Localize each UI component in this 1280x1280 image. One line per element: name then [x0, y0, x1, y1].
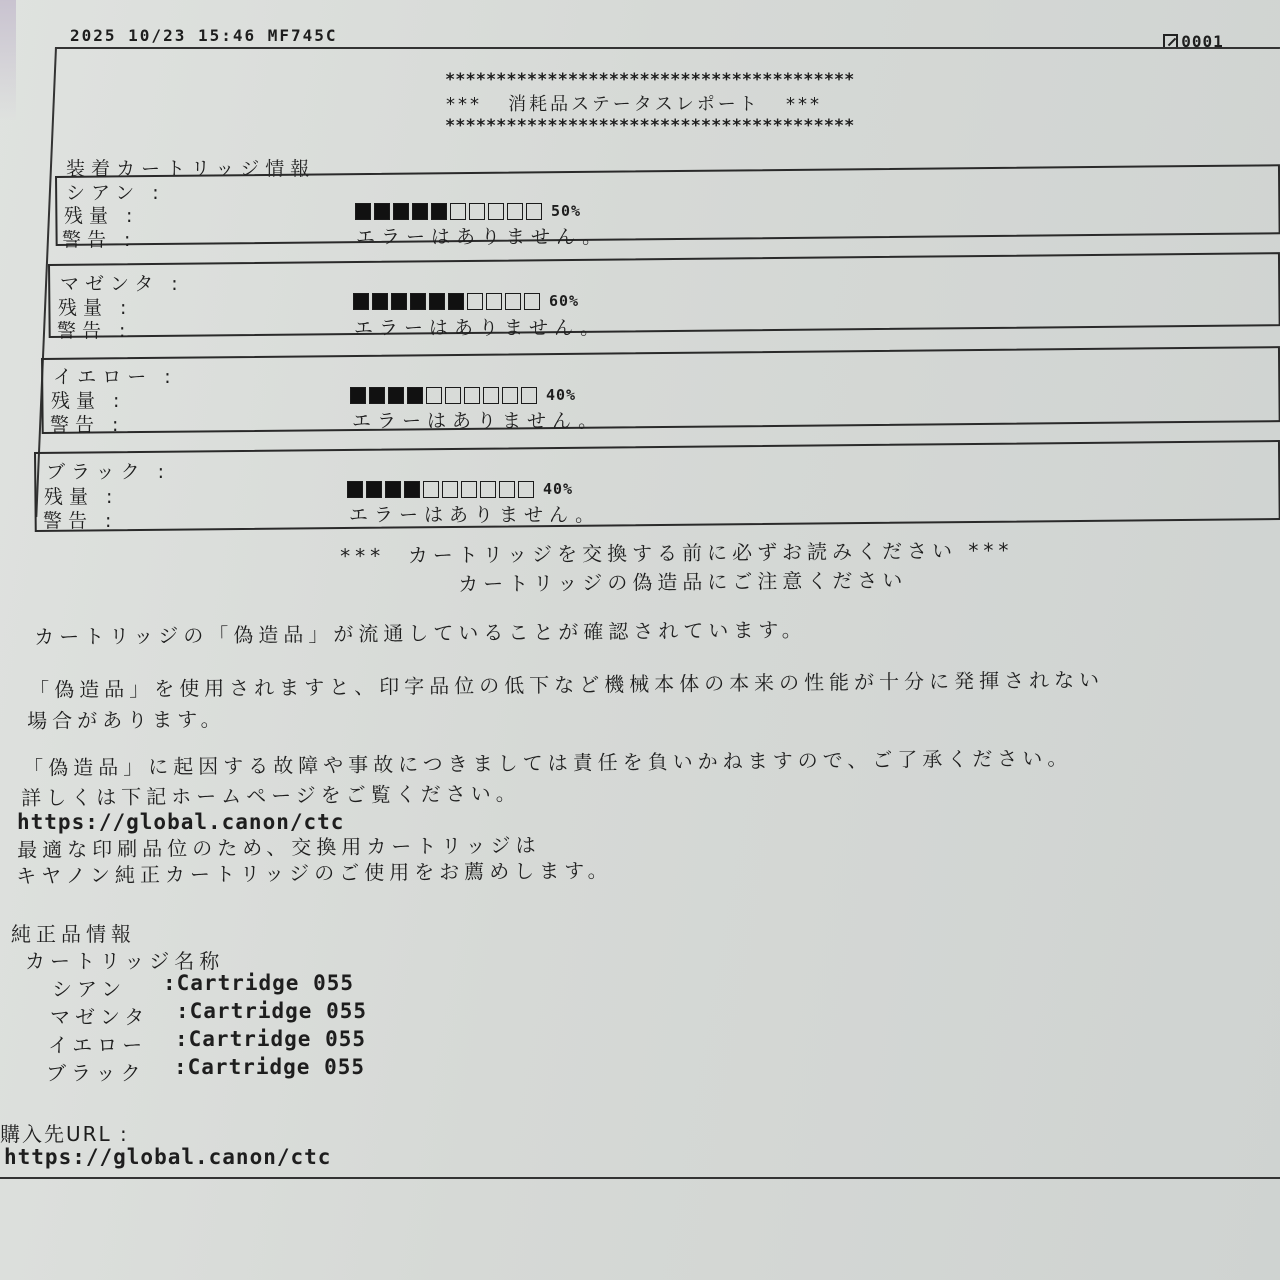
cartridge-box-magenta	[48, 252, 1280, 338]
cartridge-box-yellow	[41, 346, 1280, 434]
gauge-cell-empty	[499, 481, 515, 498]
gauge-cell-filled	[347, 481, 363, 498]
gauge-cell-filled	[393, 203, 409, 220]
gauge-cell-filled	[391, 293, 407, 310]
remaining-label-black: 残量 :	[44, 486, 119, 508]
genuine-section-title: 純正品情報	[11, 922, 136, 946]
level-gauge-yellow	[350, 386, 576, 404]
gauge-cell-empty	[518, 481, 534, 498]
gauge-cell-filled	[350, 387, 366, 404]
cartridge-name-magenta: マゼンタ :	[60, 273, 184, 295]
gauge-cell-empty	[461, 481, 477, 498]
warning-label-black: 警告 :	[43, 510, 118, 532]
cartridge-name-black: ブラック :	[46, 461, 171, 483]
notice-subheading: カートリッジの偽造品にご注意ください	[458, 568, 908, 596]
gauge-cell-filled	[407, 387, 423, 404]
notice-paragraph-4-line-1: 最適な印刷品位のため、交換用カートリッジは	[17, 832, 541, 862]
remaining-label-cyan: 残量 :	[64, 205, 139, 227]
installed-section-title: 装着カートリッジ情報	[66, 158, 316, 180]
page-number-value: 0001	[1181, 32, 1224, 51]
gauge-cell-empty	[423, 481, 439, 498]
gauge-cell-empty	[505, 293, 521, 310]
gauge-cell-empty	[526, 203, 542, 220]
cartridge-box-black	[34, 440, 1280, 532]
cartridge-box-cyan	[55, 164, 1280, 246]
notice-paragraph-2-line-2: 場合があります。	[27, 707, 226, 733]
gauge-cell-empty	[502, 387, 518, 404]
gauge-cell-empty	[480, 481, 496, 498]
level-percent: 40%	[543, 480, 574, 498]
notice-paragraph-3-line-1: 「偽造品」に起因する故障や事故につきましては責任を負いかねますので、ご了承ください。	[23, 745, 1073, 780]
gauge-cell-filled	[372, 293, 388, 310]
gauge-cell-filled	[412, 203, 428, 220]
gauge-cell-empty	[486, 293, 502, 310]
gauge-cell-filled	[431, 203, 447, 220]
gauge-cell-empty	[507, 203, 523, 220]
purchase-url-label: 購入先URL :	[0, 1122, 129, 1146]
notice-url-link[interactable]: https://global.canon/ctc	[17, 810, 345, 834]
notice-paragraph-2-line-1: 「偽造品」を使用されますと、印字品位の低下など機械本体の本来の性能が十分に発揮されない	[29, 667, 1105, 702]
title-stars-bottom: ****************************************	[445, 116, 855, 136]
gauge-cell-filled	[366, 481, 382, 498]
genuine-name-heading: カートリッジ名称	[25, 949, 225, 973]
gauge-cell-filled	[353, 293, 369, 310]
notice-paragraph-4-line-2: キヤノン純正カートリッジのご使用をお薦めします。	[16, 858, 613, 888]
warning-label-magenta: 警告 :	[57, 320, 132, 342]
genuine-color-cyan: シアン	[52, 977, 127, 1001]
report-title: *** 消耗品ステータスレポート ***	[446, 94, 822, 115]
warning-text-black: エラーはありません。	[349, 504, 601, 526]
gauge-cell-empty	[450, 203, 466, 220]
level-gauge-cyan	[355, 202, 581, 220]
gauge-cell-filled	[448, 293, 464, 310]
notice-paragraph-1: カートリッジの「偽造品」が流通していることが確認されています。	[34, 617, 807, 649]
report-timestamp-model: 2025 10/23 15:46 MF745C	[70, 26, 338, 45]
gauge-cell-filled	[404, 481, 420, 498]
gauge-cell-empty	[488, 203, 504, 220]
remaining-label-yellow: 残量 :	[51, 390, 126, 412]
genuine-color-magenta: マゼンタ	[50, 1005, 150, 1029]
level-percent: 50%	[551, 202, 582, 220]
remaining-label-magenta: 残量 :	[58, 297, 133, 319]
genuine-color-yellow: イエロー	[48, 1033, 148, 1057]
gauge-cell-filled	[410, 293, 426, 310]
title-stars-top: ****************************************	[445, 70, 855, 90]
warning-text-yellow: エラーはありません。	[352, 410, 604, 432]
gauge-cell-empty	[467, 293, 483, 310]
page-number	[1142, 13, 1224, 51]
cartridge-name-yellow: イエロー :	[53, 366, 177, 388]
warning-label-cyan: 警告 :	[62, 229, 137, 251]
gauge-cell-empty	[426, 387, 442, 404]
genuine-model-cyan: :Cartridge 055	[163, 971, 355, 995]
notice-paragraph-3-line-2: 詳しくは下記ホームページをご覧ください。	[21, 781, 521, 810]
warning-label-yellow: 警告 :	[50, 414, 125, 436]
gauge-cell-empty	[483, 387, 499, 404]
level-gauge-black	[347, 480, 573, 498]
genuine-color-black: ブラック	[46, 1061, 146, 1085]
gauge-cell-empty	[445, 387, 461, 404]
gauge-cell-empty	[442, 481, 458, 498]
genuine-model-black: :Cartridge 055	[174, 1055, 366, 1079]
gauge-cell-empty	[521, 387, 537, 404]
background-edge	[0, 0, 16, 120]
level-percent: 40%	[546, 386, 577, 404]
gauge-cell-filled	[355, 203, 371, 220]
gauge-cell-filled	[369, 387, 385, 404]
cartridge-name-cyan: シアン :	[66, 182, 165, 204]
gauge-cell-filled	[385, 481, 401, 498]
gauge-cell-empty	[469, 203, 485, 220]
genuine-model-magenta: :Cartridge 055	[176, 999, 368, 1023]
notice-heading: *** カートリッジを交換する前に必ずお読みください ***	[340, 538, 1014, 568]
gauge-cell-filled	[388, 387, 404, 404]
level-percent: 60%	[549, 292, 580, 310]
warning-text-cyan: エラーはありません。	[356, 226, 608, 248]
gauge-cell-empty	[524, 293, 540, 310]
gauge-cell-empty	[464, 387, 480, 404]
gauge-cell-filled	[429, 293, 445, 310]
genuine-model-yellow: :Cartridge 055	[175, 1027, 367, 1051]
purchase-url-link[interactable]: https://global.canon/ctc	[4, 1145, 332, 1169]
report-frame-bottom	[0, 1177, 1280, 1179]
warning-text-magenta: エラーはありません。	[354, 317, 606, 339]
level-gauge-magenta	[353, 292, 579, 310]
gauge-cell-filled	[374, 203, 390, 220]
